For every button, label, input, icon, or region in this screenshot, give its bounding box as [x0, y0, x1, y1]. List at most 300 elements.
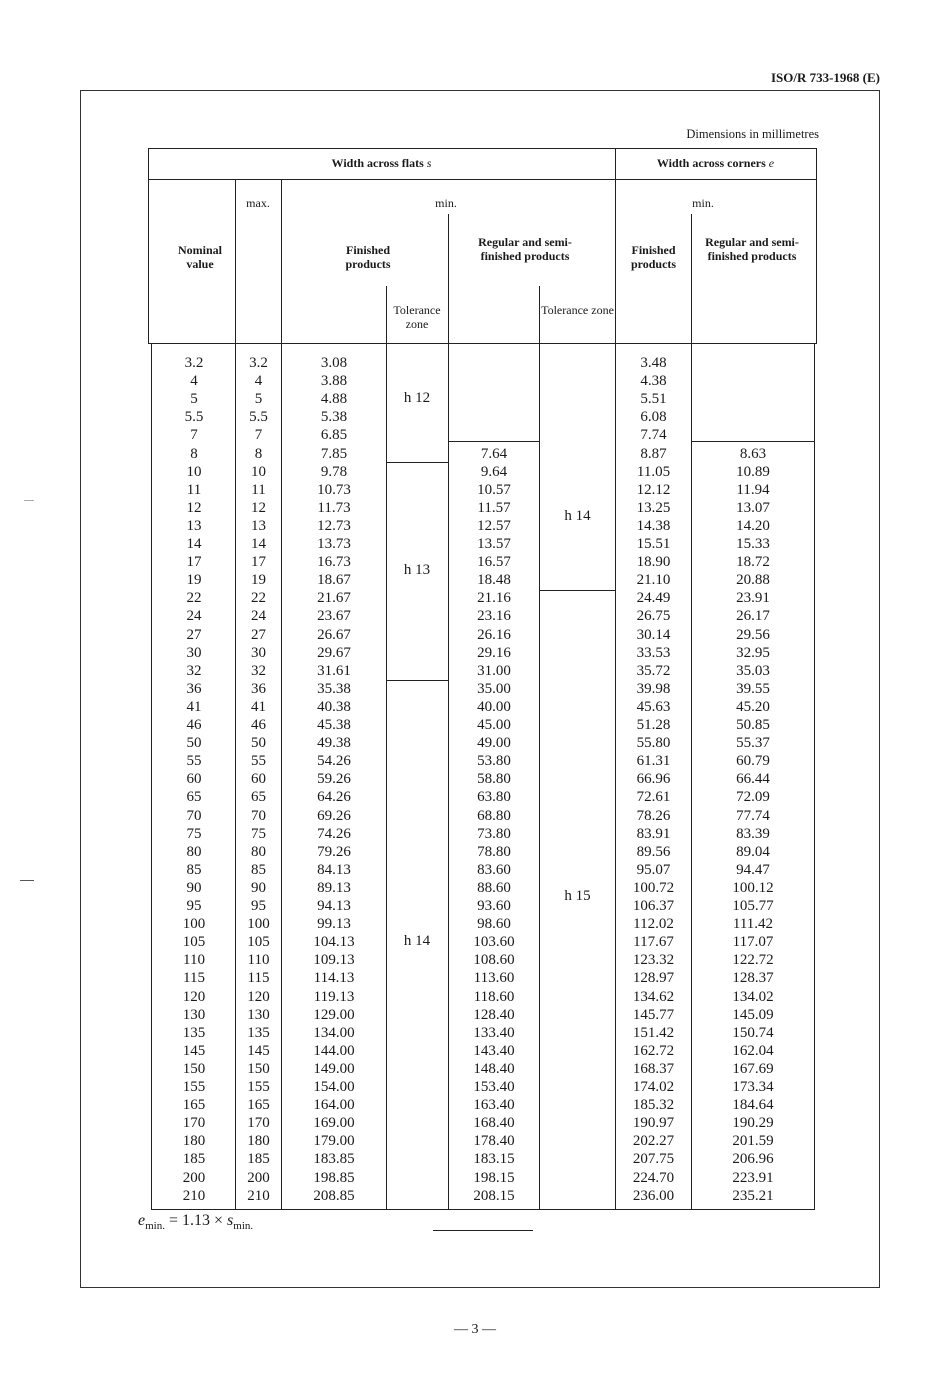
cell-e-regular: 77.74 [736, 807, 770, 824]
cell-e-finished: 45.63 [636, 698, 671, 715]
cell-e-finished: 117.67 [633, 934, 674, 951]
cell-max: 5.5 [249, 409, 268, 426]
cell-e-finished: 95.07 [636, 861, 671, 878]
cell-regular-min: 148.40 [473, 1060, 515, 1077]
cell-e-finished: 30.14 [636, 626, 671, 643]
cell-e-finished: 6.08 [640, 409, 667, 426]
cell-e-finished: 145.77 [632, 1006, 675, 1023]
cell-finished-min: 198.85 [313, 1169, 355, 1186]
cell-e-finished: 72.61 [636, 789, 671, 806]
cell-e-regular: 35.03 [736, 662, 770, 679]
cell-finished-min: 179.00 [313, 1133, 355, 1150]
cell-finished-min: 129.00 [313, 1006, 355, 1023]
cell-nominal: 115 [183, 970, 205, 987]
cell-finished-min: 183.85 [313, 1151, 355, 1168]
cell-nominal: 4 [190, 373, 198, 390]
cell-nominal: 46 [186, 717, 202, 733]
body-right-border [814, 343, 815, 1210]
cell-nominal: 135 [182, 1024, 206, 1041]
tol-sep-regular-top [448, 441, 540, 442]
header-finished-products: Finished products [345, 243, 391, 271]
cell-max: 12 [251, 499, 266, 516]
cell-e-regular: 50.85 [736, 717, 770, 733]
cell-max: 145 [247, 1042, 270, 1059]
cell-e-finished: 202.27 [632, 1133, 675, 1150]
cell-nominal: 11 [186, 481, 202, 498]
cell-e-regular: 201.59 [732, 1133, 774, 1150]
header-tolerance-zone-1: Tolerance zone [393, 303, 441, 331]
cell-finished-min: 7.85 [320, 445, 348, 462]
cell-max: 85 [251, 861, 266, 878]
tol-sep-regular-1 [539, 590, 615, 591]
cell-regular-min: 78.80 [477, 843, 511, 860]
cell-e-regular: 190.29 [732, 1115, 774, 1132]
cell-nominal: 19 [186, 572, 202, 589]
cell-e-regular: 20.88 [736, 572, 770, 589]
cell-max: 95 [251, 898, 266, 914]
cell-nominal: 10 [186, 463, 202, 480]
cell-e-finished: 128.97 [632, 970, 675, 987]
margin-mark [20, 880, 34, 881]
cell-e-finished: 8.87 [640, 445, 667, 462]
cell-finished-min: 18.67 [317, 572, 351, 589]
cell-e-regular: 10.89 [736, 463, 770, 480]
header-width-across-flats: Width across flats s [331, 156, 432, 170]
cell-e-regular: 173.34 [732, 1079, 774, 1095]
header-max: max. [246, 196, 270, 210]
cell-regular-min: 29.16 [477, 644, 511, 661]
tolerance-finished: h 12 [403, 390, 431, 407]
cell-e-regular: 26.17 [736, 608, 770, 625]
cell-finished-min: 4.88 [320, 391, 348, 408]
cell-finished-min: 31.61 [317, 662, 351, 679]
cell-regular-min: 73.80 [477, 825, 511, 842]
cell-finished-min: 3.08 [320, 355, 348, 371]
cell-regular-min: 183.15 [473, 1151, 515, 1168]
tolerance-regular: h 14 [564, 507, 591, 524]
cell-finished-min: 10.73 [317, 481, 351, 498]
header-nominal-value: Nominal value [177, 243, 222, 271]
cell-regular-min: 128.40 [473, 1006, 515, 1023]
cell-e-finished: 78.26 [636, 807, 671, 824]
cell-e-finished: 18.90 [636, 554, 671, 571]
cell-regular-min: 23.16 [477, 608, 511, 625]
cell-finished-min: 114.13 [313, 970, 355, 987]
cell-max: 150 [247, 1060, 270, 1077]
cell-e-finished: 21.10 [636, 572, 671, 589]
cell-regular-min: 11.57 [477, 499, 511, 516]
cell-nominal: 5.5 [184, 409, 204, 426]
cell-max: 30 [251, 644, 266, 661]
cell-max: 22 [251, 590, 266, 607]
tol-sep-finished-1 [386, 462, 448, 463]
cell-nominal: 75 [186, 825, 202, 842]
cell-e-regular: 223.91 [732, 1169, 774, 1186]
cell-e-finished: 123.32 [632, 952, 675, 969]
header-min-e: min. [692, 196, 714, 210]
cell-e-regular: 45.20 [736, 698, 770, 715]
cell-e-finished: 190.97 [632, 1115, 675, 1132]
cell-finished-min: 134.00 [313, 1024, 355, 1041]
cell-max: 7 [254, 427, 263, 444]
cell-e-regular: 32.95 [736, 644, 770, 661]
col-divider-finished [386, 286, 387, 1210]
regular-e-top [691, 441, 815, 442]
table-right-border [816, 148, 817, 344]
cell-nominal: 5 [190, 391, 198, 408]
cell-regular-min: 88.60 [477, 879, 511, 896]
cell-finished-min: 29.67 [317, 644, 351, 661]
cell-finished-min: 119.13 [313, 988, 355, 1005]
cell-e-regular: 235.21 [732, 1187, 774, 1204]
cell-regular-min: 178.40 [473, 1133, 515, 1150]
formula-s: s [227, 1212, 234, 1229]
cell-e-regular: 55.37 [736, 735, 770, 752]
formula-s-sub: min. [233, 1220, 254, 1233]
cell-regular-min: 83.60 [477, 861, 511, 878]
cell-finished-min: 12.73 [317, 517, 351, 534]
cell-nominal: 155 [182, 1079, 206, 1095]
footnote-formula [138, 1212, 253, 1232]
formula-operator: = 1.13 × [164, 1212, 228, 1229]
cell-nominal: 120 [182, 988, 206, 1005]
cell-max: 41 [251, 698, 266, 715]
cell-finished-min: 69.26 [317, 807, 351, 824]
cell-finished-min: 104.13 [313, 934, 355, 951]
cell-finished-min: 89.13 [317, 879, 351, 896]
cell-regular-min: 168.40 [473, 1115, 515, 1132]
cell-nominal: 22 [186, 590, 202, 607]
cell-regular-min: 63.80 [477, 789, 511, 806]
tolerance-finished: h 13 [403, 562, 431, 579]
cell-regular-min: 118.60 [473, 988, 515, 1005]
cell-max: 105 [247, 934, 270, 951]
cell-e-finished: 12.12 [636, 481, 671, 498]
cell-regular-min: 35.00 [477, 680, 511, 697]
cell-e-regular: 39.55 [736, 680, 770, 697]
cell-e-finished: 51.28 [636, 717, 671, 733]
cell-nominal: 50 [186, 735, 202, 752]
cell-max: 210 [247, 1187, 270, 1204]
cell-e-regular: 23.91 [736, 590, 770, 607]
cell-regular-min: 108.60 [473, 952, 515, 969]
cell-regular-min: 40.00 [477, 698, 511, 715]
cell-e-finished: 7.74 [640, 427, 667, 444]
cell-finished-min: 23.67 [317, 608, 351, 625]
cell-finished-min: 45.38 [317, 717, 351, 733]
cell-finished-min: 74.26 [317, 825, 351, 842]
cell-e-finished: 207.75 [632, 1151, 675, 1168]
cell-e-regular: 162.04 [732, 1042, 774, 1059]
cell-finished-min: 154.00 [313, 1079, 355, 1095]
cell-e-regular: 11.94 [736, 481, 770, 498]
header-min-s: min. [435, 196, 457, 210]
cell-e-regular: 66.44 [736, 771, 770, 788]
cell-nominal: 185 [182, 1151, 206, 1168]
cell-regular-min: 18.48 [477, 572, 511, 589]
cell-nominal: 27 [186, 626, 202, 643]
cell-regular-min: 208.15 [473, 1187, 515, 1204]
cell-e-regular: 184.64 [732, 1097, 774, 1114]
cell-max: 46 [251, 717, 266, 733]
cell-nominal: 130 [182, 1006, 206, 1023]
cell-e-finished: 89.56 [636, 843, 671, 860]
cell-finished-min: 54.26 [317, 753, 351, 770]
cell-finished-min: 40.38 [317, 698, 351, 715]
cell-nominal: 85 [186, 861, 202, 878]
symbol-e: e [768, 156, 775, 170]
cell-max: 8 [254, 445, 263, 462]
cell-max: 10 [251, 463, 266, 480]
cell-finished-min: 109.13 [313, 952, 355, 969]
cell-nominal: 60 [186, 771, 202, 788]
cell-finished-min: 164.00 [313, 1097, 355, 1114]
cell-nominal: 55 [186, 753, 202, 770]
cell-e-finished: 185.32 [632, 1097, 675, 1114]
cell-finished-min: 16.73 [317, 554, 351, 571]
cell-e-finished: 100.72 [632, 879, 675, 896]
cell-nominal: 90 [186, 879, 202, 896]
cell-e-regular: 150.74 [732, 1024, 774, 1041]
cell-regular-min: 49.00 [477, 735, 511, 752]
cell-finished-min: 79.26 [317, 843, 351, 860]
cell-e-finished: 14.38 [636, 517, 671, 534]
cell-nominal: 14 [186, 536, 202, 552]
cell-e-finished: 13.25 [636, 499, 671, 516]
cell-regular-min: 26.16 [477, 626, 511, 643]
cell-nominal: 41 [186, 698, 202, 715]
cell-e-regular: 167.69 [732, 1060, 774, 1077]
cell-regular-min: 153.40 [473, 1079, 515, 1095]
cell-nominal: 7 [190, 427, 198, 444]
cell-max: 32 [251, 662, 266, 679]
cell-regular-min: 113.60 [473, 970, 515, 987]
cell-nominal: 80 [186, 843, 202, 860]
cell-finished-min: 11.73 [317, 499, 351, 516]
cell-e-finished: 106.37 [632, 898, 675, 914]
cell-e-regular: 145.09 [732, 1006, 774, 1023]
cell-nominal: 145 [182, 1042, 206, 1059]
cell-e-regular: 72.09 [736, 789, 770, 806]
cell-regular-min: 10.57 [477, 481, 511, 498]
cell-nominal: 36 [186, 680, 202, 697]
cell-e-finished: 112.02 [633, 916, 674, 933]
header-regular-semi-finished: Regular and semi-finished products [478, 235, 572, 263]
table-left-border [148, 148, 149, 344]
cell-regular-min: 198.15 [473, 1169, 515, 1186]
cell-regular-min: 9.64 [480, 463, 508, 480]
tolerance-finished: h 14 [403, 933, 431, 950]
cell-finished-min: 59.26 [317, 771, 351, 788]
cell-nominal: 150 [182, 1060, 206, 1077]
cell-nominal: 70 [186, 807, 202, 824]
cell-max: 120 [247, 988, 270, 1005]
cell-finished-min: 3.88 [320, 373, 348, 390]
cell-e-regular: 94.47 [736, 861, 770, 878]
cell-e-regular: 111.42 [732, 916, 774, 933]
header-regular-semi-finished-e: Regular and semi-finished products [705, 235, 799, 263]
cell-regular-min: 143.40 [473, 1042, 515, 1059]
cell-e-regular: 105.77 [732, 898, 774, 914]
cell-nominal: 24 [186, 608, 202, 625]
cell-e-regular: 14.20 [736, 517, 770, 534]
cell-max: 19 [251, 572, 266, 589]
cell-finished-min: 9.78 [320, 463, 348, 480]
cell-max: 165 [247, 1097, 270, 1114]
cell-e-finished: 61.31 [636, 753, 671, 770]
cell-max: 115 [247, 970, 270, 987]
cell-max: 80 [251, 843, 266, 860]
cell-e-regular: 15.33 [736, 536, 770, 552]
cell-max: 11 [251, 481, 266, 498]
tol-sep-finished-2 [386, 680, 448, 681]
cell-regular-min: 53.80 [477, 753, 511, 770]
header-finished-products-e: Finished products [630, 243, 677, 271]
document-reference: ISO/R 733-1968 (E) [770, 70, 880, 85]
cell-e-finished: 236.00 [632, 1187, 675, 1204]
cell-e-regular: 83.39 [736, 825, 770, 842]
cell-max: 14 [251, 536, 266, 552]
formula-e-sub: min. [145, 1220, 165, 1233]
cell-max: 50 [251, 735, 266, 752]
page-number: — 3 — [454, 1322, 496, 1337]
cell-e-finished: 35.72 [636, 662, 671, 679]
cell-max: 135 [247, 1024, 270, 1041]
cell-e-regular: 100.12 [732, 879, 774, 896]
col-divider-regular [539, 286, 540, 1210]
cell-e-regular: 117.07 [732, 934, 774, 951]
cell-e-finished: 33.53 [636, 644, 671, 661]
header-group-divider [148, 179, 816, 180]
cell-finished-min: 21.67 [317, 590, 351, 607]
cell-nominal: 30 [186, 644, 202, 661]
cell-finished-min: 149.00 [313, 1060, 355, 1077]
cell-e-regular: 29.56 [736, 626, 770, 643]
cell-max: 65 [251, 789, 266, 806]
header-tolerance-zone-2: Tolerance zone [541, 303, 614, 317]
cell-nominal: 32 [186, 662, 202, 679]
cell-nominal: 165 [182, 1097, 206, 1114]
cell-nominal: 8 [190, 445, 198, 462]
cell-nominal: 12 [186, 499, 202, 516]
cell-e-regular: 13.07 [736, 499, 770, 516]
cell-e-finished: 39.98 [636, 680, 671, 697]
header-width-across-corners: Width across corners e [656, 156, 775, 170]
cell-nominal: 180 [182, 1133, 206, 1150]
cell-e-regular: 134.02 [732, 988, 774, 1005]
cell-regular-min: 7.64 [480, 445, 508, 462]
symbol-s: s [426, 156, 432, 170]
units-note: Dimensions in millimetres [686, 127, 819, 141]
cell-nominal: 210 [182, 1187, 206, 1204]
cell-finished-min: 84.13 [317, 861, 351, 878]
cell-max: 130 [247, 1006, 270, 1023]
cell-nominal: 13 [186, 517, 202, 534]
cell-e-finished: 174.02 [632, 1079, 675, 1095]
cell-regular-min: 98.60 [477, 916, 511, 933]
cell-e-finished: 162.72 [632, 1042, 675, 1059]
cell-regular-min: 31.00 [477, 662, 511, 679]
cell-e-finished: 151.42 [632, 1024, 675, 1041]
cell-e-regular: 8.63 [739, 445, 767, 462]
cell-max: 100 [247, 916, 270, 933]
cell-e-finished: 4.38 [640, 373, 667, 390]
formula-e: e [138, 1212, 146, 1229]
cell-regular-min: 12.57 [477, 517, 511, 534]
cell-e-finished: 134.62 [632, 988, 675, 1005]
cell-e-finished: 55.80 [636, 735, 671, 752]
cell-e-finished: 5.51 [640, 391, 667, 408]
cell-e-finished: 11.05 [636, 463, 671, 480]
cell-max: 200 [247, 1169, 270, 1186]
cell-max: 24 [251, 608, 266, 625]
table-top-border [148, 148, 816, 149]
cell-nominal: 3.2 [184, 355, 204, 371]
cell-e-regular: 122.72 [732, 952, 774, 969]
cell-finished-min: 94.13 [317, 898, 351, 914]
cell-regular-min: 93.60 [477, 898, 511, 914]
cell-e-finished: 66.96 [636, 771, 671, 788]
cell-max: 155 [247, 1079, 270, 1095]
end-rule [433, 1230, 533, 1231]
cell-e-finished: 3.48 [640, 355, 667, 371]
cell-e-regular: 128.37 [732, 970, 774, 987]
margin-mark [24, 500, 34, 501]
cell-max: 170 [247, 1115, 270, 1132]
cell-max: 3.2 [249, 355, 268, 371]
cell-max: 27 [251, 626, 266, 643]
header-bottom-border [148, 343, 816, 344]
cell-max: 36 [251, 680, 266, 697]
cell-regular-min: 103.60 [473, 934, 515, 951]
cell-max: 4 [254, 373, 263, 390]
cell-e-regular: 89.04 [736, 843, 770, 860]
cell-max: 55 [251, 753, 266, 770]
cell-e-finished: 26.75 [636, 608, 671, 625]
cell-nominal: 110 [183, 952, 205, 969]
cell-e-finished: 24.49 [636, 590, 671, 607]
cell-max: 60 [251, 771, 266, 788]
cell-nominal: 200 [182, 1169, 206, 1186]
tolerance-regular: h 15 [564, 888, 591, 904]
body-left-border [151, 343, 152, 1210]
cell-nominal: 65 [186, 789, 202, 806]
cell-regular-min: 21.16 [477, 590, 511, 607]
cell-max: 70 [251, 807, 266, 824]
cell-regular-min: 16.57 [477, 554, 511, 571]
cell-max: 110 [247, 952, 270, 969]
cell-e-regular: 18.72 [736, 554, 770, 571]
cell-finished-min: 35.38 [317, 680, 351, 697]
cell-max: 5 [254, 391, 263, 408]
cell-nominal: 100 [182, 916, 206, 933]
cell-finished-min: 144.00 [313, 1042, 355, 1059]
cell-e-finished: 15.51 [636, 536, 671, 552]
cell-regular-min: 45.00 [477, 717, 511, 733]
cell-max: 90 [251, 879, 266, 896]
cell-finished-min: 49.38 [317, 735, 351, 752]
cell-regular-min: 163.40 [473, 1097, 515, 1114]
cell-max: 13 [251, 517, 266, 534]
cell-regular-min: 68.80 [477, 807, 511, 824]
cell-finished-min: 64.26 [317, 789, 351, 806]
cell-e-finished: 224.70 [632, 1169, 675, 1186]
cell-nominal: 95 [186, 898, 202, 914]
cell-finished-min: 6.85 [320, 427, 348, 444]
cell-max: 75 [251, 825, 266, 842]
cell-finished-min: 13.73 [317, 536, 351, 552]
cell-e-finished: 168.37 [632, 1060, 675, 1077]
